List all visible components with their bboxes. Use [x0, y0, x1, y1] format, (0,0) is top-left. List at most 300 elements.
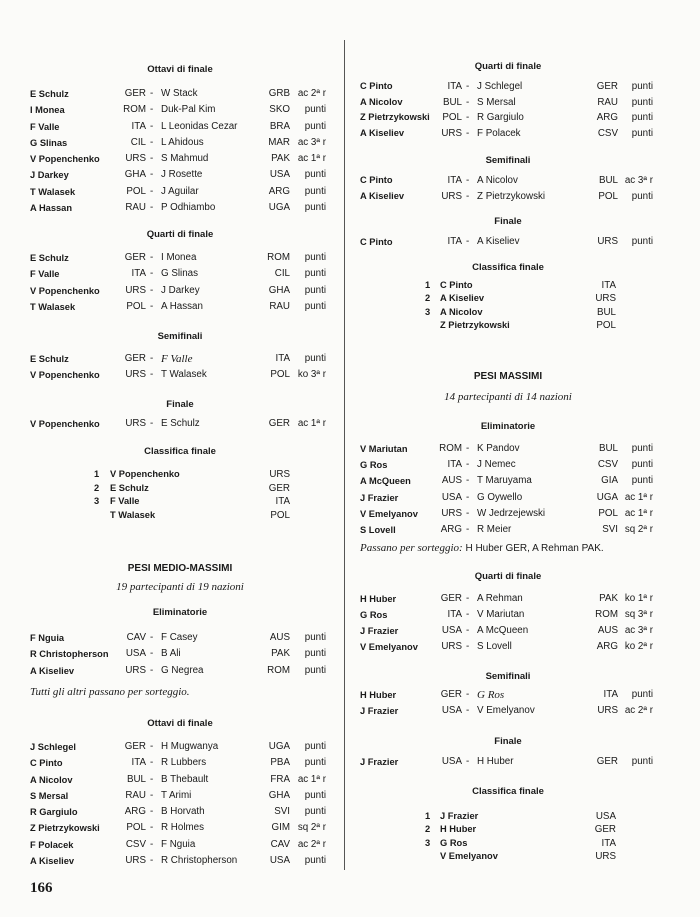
country: ITA [601, 837, 616, 849]
opponent-country: UGA [268, 202, 290, 214]
separator: - [150, 136, 154, 148]
welterweight-semifinals [30, 330, 330, 384]
bout-result: punti [631, 475, 653, 487]
winner-name: F Valle [30, 269, 60, 280]
winner-country: ITA [131, 268, 146, 280]
winner-country: POL [126, 300, 146, 312]
bout-result: punti [304, 300, 326, 312]
opponent-name: G Negrea [161, 664, 204, 676]
bout-result: punti [304, 789, 326, 801]
separator: - [150, 120, 154, 132]
welterweight-quarterfinals [30, 228, 330, 315]
bout-result: punti [631, 112, 653, 124]
standing-row [30, 495, 330, 509]
opponent-name: B Ali [161, 648, 181, 660]
standing-row [360, 319, 656, 332]
bout-result: ac 1ª r [297, 153, 326, 165]
winner-country: RAU [125, 202, 146, 214]
opponent-name: R Gargiulo [477, 112, 524, 124]
separator: - [466, 756, 470, 767]
winner-name: J Frazier [360, 706, 399, 717]
opponent-name: Z Pietrzykowski [477, 190, 546, 202]
section-heading: Finale [494, 736, 522, 747]
welterweight-standings [30, 445, 330, 522]
winner-name: I Monea [30, 105, 65, 116]
standing-row [30, 482, 330, 496]
section-heading: Classifica finale [144, 446, 216, 457]
separator: - [150, 300, 154, 312]
separator: - [150, 741, 154, 752]
opponent-country: POL [270, 369, 290, 381]
winner-country: ITA [447, 609, 462, 620]
opponent-name: G Oywello [477, 491, 523, 503]
rank: 1 [425, 280, 431, 290]
opponent-name: A Nicolov [477, 175, 518, 186]
bout-row [30, 250, 330, 266]
opponent-country: PAK [599, 593, 618, 604]
bout-result: punti [304, 202, 326, 214]
opponent-name: V Mariutan [477, 609, 525, 620]
bout-result: punti [631, 96, 653, 108]
bout-row [30, 820, 330, 836]
bout-result: ko 3ª r [297, 369, 326, 381]
winner-name: G Ros [360, 460, 388, 471]
opponent-name: S Mersal [477, 96, 516, 108]
winner-name: V Popenchenko [30, 285, 100, 296]
separator: - [150, 806, 154, 818]
winner-name: J Darkey [30, 170, 69, 181]
rank: 3 [94, 496, 100, 507]
separator: - [150, 632, 154, 643]
bout-row [360, 687, 656, 703]
bout-row [360, 95, 656, 111]
winner-country: CSV [125, 838, 146, 850]
winner-name: A McQueen [360, 476, 411, 487]
opponent-country: ITA [275, 353, 290, 364]
bout-row [360, 173, 656, 189]
opponent-country: SVI [274, 806, 290, 818]
separator: - [466, 475, 470, 487]
winner-name: F Valle [30, 121, 60, 132]
bout-row [30, 283, 330, 299]
winner-name: C Pinto [30, 758, 63, 769]
division-title: PESI MEDIO-MASSIMI [127, 563, 233, 574]
opponent-name: H Huber [477, 756, 514, 767]
opponent-country: ARG [596, 641, 618, 652]
heavyweight-semifinals [360, 670, 656, 720]
bout-row [30, 663, 330, 679]
opponent-country: USA [269, 855, 290, 867]
bout-row [30, 299, 330, 315]
winner-name: Z Pietrzykowski [360, 112, 430, 123]
winner-country: POL [126, 185, 146, 197]
separator: - [466, 609, 470, 620]
rank: 3 [425, 306, 431, 317]
bout-row [360, 607, 656, 623]
heavyweight-quarterfinals [360, 570, 656, 655]
winner-country: URS [441, 641, 462, 652]
winner-country: ROM [123, 104, 146, 116]
separator: - [150, 789, 154, 801]
separator: - [466, 705, 470, 717]
bout-result: punti [304, 268, 326, 280]
winner-name: V Popenchenko [30, 370, 100, 381]
opponent-country: POL [598, 507, 618, 519]
opponent-country: BUL [598, 443, 618, 454]
boxer-name: A Nicolov [440, 306, 483, 317]
standing-row [360, 810, 656, 823]
bout-row [360, 126, 656, 142]
winner-country: URS [441, 190, 462, 202]
bout-row [360, 234, 656, 250]
separator: - [150, 369, 154, 381]
bout-row [30, 367, 330, 383]
boxer-name: A Kiseliev [440, 293, 485, 304]
bout-result: punti [304, 855, 326, 867]
opponent-name: A Hassan [161, 300, 203, 312]
bout-row [30, 86, 330, 102]
country: BUL [596, 306, 616, 318]
opponent-country: ROM [267, 252, 290, 263]
bout-row [360, 754, 656, 770]
separator: - [150, 268, 154, 280]
winner-country: ITA [447, 81, 462, 92]
rank: 2 [94, 482, 100, 493]
opponent-name: V Emelyanov [477, 705, 535, 717]
bout-result: punti [304, 120, 326, 132]
bout-row [30, 151, 330, 167]
opponent-country: ROM [595, 609, 618, 620]
country: URS [595, 850, 616, 862]
winner-name: A Kiseliev [360, 128, 405, 139]
opponent-name: I Monea [161, 252, 197, 263]
winner-country: CIL [130, 136, 146, 148]
winner-country: GER [124, 88, 146, 99]
opponent-country: MAR [268, 136, 290, 148]
bout-result: sq 2ª r [297, 822, 326, 834]
rank: 3 [425, 837, 431, 848]
bout-row [360, 703, 656, 719]
separator: - [466, 190, 470, 202]
separator: - [466, 523, 470, 535]
winner-name: Z Pietrzykowski [30, 823, 100, 834]
separator: - [150, 252, 154, 263]
column-divider [344, 40, 345, 870]
opponent-country: FRA [270, 773, 290, 785]
note-label: Passano per sorteggio: [360, 542, 463, 554]
country: POL [596, 319, 616, 331]
separator: - [466, 443, 470, 454]
winner-name: S Lovell [360, 524, 396, 535]
opponent-country: ITA [603, 689, 618, 700]
winner-name: C Pinto [360, 175, 393, 185]
division-title: PESI MASSIMI [473, 371, 543, 382]
winner-name: E Schulz [30, 253, 69, 263]
separator: - [150, 855, 154, 867]
winner-name: G Ros [360, 610, 388, 620]
winner-country: BUL [126, 773, 146, 785]
winner-country: GHA [124, 169, 146, 181]
opponent-country: GER [268, 418, 290, 429]
opponent-country: GRB [268, 88, 290, 99]
division-subtitle: 19 partecipanti di 19 nazioni [116, 581, 244, 593]
winner-country: GER [440, 593, 462, 604]
separator: - [466, 507, 470, 519]
opponent-name: R Lubbers [161, 757, 207, 769]
section-heading: Semifinali [485, 155, 531, 166]
standing-row [360, 279, 656, 292]
opponent-name: A McQueen [477, 625, 529, 636]
light-heavyweight-semifinals [360, 154, 656, 204]
winner-country: ITA [447, 175, 462, 186]
opponent-name: T Maruyama [477, 475, 532, 487]
winner-country: URS [125, 284, 146, 296]
winner-name: J Schlegel [30, 742, 76, 752]
winner-country: ITA [447, 236, 462, 247]
welterweight-final [30, 398, 330, 432]
winner-country: URS [125, 855, 146, 867]
winner-country: GER [440, 689, 462, 700]
winner-country: URS [125, 153, 146, 165]
bout-result: ac 2ª r [297, 88, 326, 99]
bout-row [30, 102, 330, 118]
winner-country: ITA [131, 120, 146, 132]
boxer-name: V Popenchenko [110, 469, 180, 479]
standing-row [30, 468, 330, 482]
light-heavyweight-final [360, 215, 656, 250]
bout-row [30, 351, 330, 367]
opponent-country: SKO [269, 104, 290, 116]
light-heavyweight-eliminations [30, 606, 330, 679]
opponent-name: A Kiseliev [477, 236, 520, 247]
winner-country: ARG [440, 523, 462, 535]
heavyweight-standings [360, 785, 656, 863]
winner-country: RAU [125, 789, 146, 801]
bout-row [30, 167, 330, 183]
winner-country: URS [125, 418, 146, 429]
bye-note [30, 685, 330, 700]
opponent-country: AUS [269, 632, 290, 643]
bout-row [360, 490, 656, 506]
opponent-name: G Ros [477, 689, 505, 701]
separator: - [466, 593, 470, 604]
winner-country: URS [441, 507, 462, 519]
winner-country: GER [124, 741, 146, 752]
country: ITA [275, 496, 290, 508]
opponent-country: CSV [597, 459, 618, 471]
light-heavyweight-standings [360, 261, 656, 332]
winner-country: ITA [131, 757, 146, 769]
bout-row [360, 79, 656, 95]
country: URS [595, 293, 616, 305]
opponent-country: AUS [597, 625, 618, 636]
heavyweight-eliminations [360, 420, 656, 538]
separator: - [466, 96, 470, 108]
opponent-name: A Rehman [477, 593, 523, 604]
separator: - [150, 104, 154, 116]
bout-result: ac 2ª r [297, 838, 326, 850]
opponent-name: R Holmes [161, 822, 205, 834]
bout-result: ko 1ª r [624, 593, 653, 604]
bout-result: punti [631, 128, 653, 140]
separator: - [150, 664, 154, 676]
boxer-name: F Valle [110, 496, 140, 507]
bout-result: punti [631, 756, 653, 767]
section-heading: Quarti di finale [474, 571, 542, 582]
bout-row [360, 506, 656, 522]
winner-name: E Schulz [30, 354, 69, 364]
opponent-country: URS [597, 236, 618, 247]
boxer-name: V Emelyanov [440, 850, 498, 861]
rank: 1 [425, 811, 431, 821]
separator: - [150, 88, 154, 99]
standing-row [360, 292, 656, 305]
section-heading: Semifinali [157, 331, 203, 342]
opponent-name: R Meier [477, 523, 512, 535]
winner-name: V Popenchenko [30, 419, 100, 429]
winner-name: S Mersal [30, 790, 69, 801]
winner-name: J Frazier [360, 757, 399, 767]
winner-name: F Nguia [30, 633, 65, 643]
winner-name: A Hassan [30, 203, 73, 214]
rank: 2 [425, 824, 431, 835]
opponent-country: GHA [268, 789, 290, 801]
opponent-country: GHA [268, 284, 290, 296]
winner-country: URS [125, 369, 146, 381]
bout-result: punti [304, 353, 326, 364]
opponent-name: F Valle [161, 353, 193, 365]
bout-row [360, 110, 656, 126]
section-heading: Quarti di finale [474, 61, 542, 72]
winner-name: E Schulz [30, 89, 69, 99]
winner-country: ARG [124, 806, 146, 818]
winner-name: G Slinas [30, 137, 68, 148]
page-number: 166 [30, 880, 53, 896]
bout-row [30, 416, 330, 432]
separator: - [150, 284, 154, 296]
separator: - [466, 81, 470, 92]
winner-name: V Popenchenko [30, 154, 100, 165]
heavyweight-final [360, 735, 656, 770]
bout-result: ko 2ª r [624, 641, 653, 652]
boxer-name: J Frazier [440, 811, 479, 821]
opponent-name: G Slinas [161, 268, 199, 280]
opponent-country: SVI [602, 523, 618, 535]
opponent-name: S Mahmud [161, 153, 209, 165]
winner-name: H Huber [360, 594, 397, 604]
note-text: Tutti gli altri passano per sorteggio. [30, 686, 190, 698]
opponent-country: POL [598, 190, 618, 202]
section-heading: Eliminatorie [152, 607, 208, 618]
note-text: H Huber GER, A Rehman PAK. [465, 543, 604, 554]
rank: 1 [94, 469, 100, 479]
section-heading: Finale [166, 399, 194, 410]
opponent-country: GER [596, 756, 618, 767]
opponent-country: PBA [270, 757, 290, 769]
bout-row [360, 473, 656, 489]
section-heading: Quarti di finale [146, 229, 214, 240]
bout-result: punti [631, 443, 653, 454]
opponent-name: S Lovell [477, 641, 512, 652]
opponent-country: URS [597, 705, 618, 717]
boxer-name: G Ros [440, 837, 468, 848]
section-heading: Eliminatorie [480, 421, 536, 432]
winner-name: A Kiseliev [30, 856, 75, 867]
bout-result: punti [304, 104, 326, 116]
winner-country: URS [125, 664, 146, 676]
opponent-name: Duk-Pal Kim [161, 104, 216, 116]
winner-country: USA [441, 705, 462, 717]
standing-row [360, 823, 656, 836]
bout-row [30, 755, 330, 771]
standing-row [360, 850, 656, 863]
boxer-name: C Pinto [440, 280, 473, 290]
bout-result: ac 1ª r [297, 773, 326, 785]
opponent-country: RAU [269, 300, 290, 312]
opponent-name: W Stack [161, 88, 198, 99]
separator: - [150, 773, 154, 785]
separator: - [466, 112, 470, 124]
bout-result: punti [304, 252, 326, 263]
bout-row [30, 788, 330, 804]
separator: - [150, 185, 154, 197]
opponent-name: T Walasek [161, 369, 207, 381]
winner-name: A Nicolov [360, 96, 403, 107]
separator: - [150, 353, 154, 364]
opponent-name: B Thebault [161, 773, 209, 785]
winner-name: H Huber [360, 690, 397, 700]
separator: - [150, 822, 154, 834]
bout-row [30, 266, 330, 282]
winner-name: C Pinto [360, 81, 393, 91]
bout-row [30, 630, 330, 646]
opponent-name: E Schulz [161, 418, 200, 429]
light-heavyweight-quarterfinals [360, 60, 656, 142]
bout-row [30, 135, 330, 151]
opponent-name: R Christopherson [161, 855, 238, 867]
opponent-name: J Nemec [477, 459, 516, 471]
opponent-name: L Leonidas Cezar [161, 120, 238, 132]
opponent-country: PAK [271, 153, 290, 165]
bye-note [360, 541, 656, 556]
bout-row [30, 184, 330, 200]
bout-row [360, 522, 656, 538]
opponent-name: J Rosette [161, 169, 203, 181]
bout-result: punti [304, 741, 326, 752]
winner-name: V Emelyanov [360, 508, 418, 519]
bout-result: punti [631, 81, 653, 92]
opponent-country: GIA [601, 475, 618, 487]
bout-row [30, 853, 330, 869]
bout-row [30, 200, 330, 216]
winner-country: URS [441, 128, 462, 140]
winner-name: A Nicolov [30, 774, 73, 785]
bout-result: sq 3ª r [624, 609, 653, 620]
winner-name: T Walasek [30, 301, 76, 312]
opponent-name: W Jedrzejewski [477, 507, 546, 519]
winner-name: J Frazier [360, 492, 399, 503]
separator: - [466, 625, 470, 636]
bout-row [360, 623, 656, 639]
opponent-country: PAK [271, 648, 290, 660]
opponent-country: GER [596, 81, 618, 92]
boxer-name: T Walasek [110, 509, 156, 520]
opponent-country: CSV [597, 128, 618, 140]
separator: - [150, 648, 154, 660]
bout-result: punti [304, 648, 326, 660]
opponent-country: BRA [269, 120, 290, 132]
opponent-name: F Nguia [161, 838, 196, 850]
